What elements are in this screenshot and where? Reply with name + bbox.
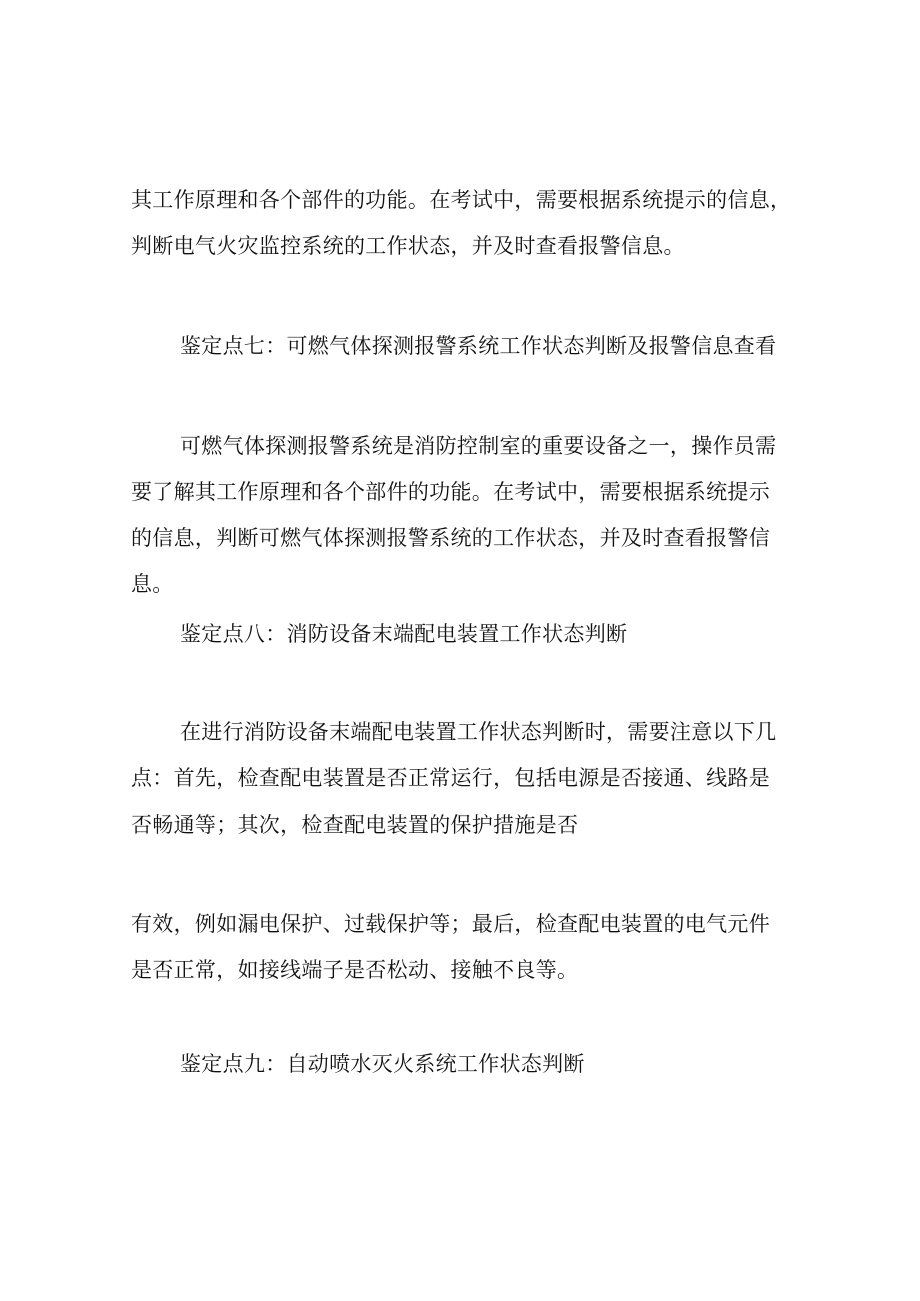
text-line-3: 可燃气体探测报警系统是消防控制室的重要设备之一，操作员需 xyxy=(180,434,777,458)
text-line-2: 判断电气火灾监控系统的工作状态，并及时查看报警信息。 xyxy=(131,234,685,258)
text-line-4: 要了解其工作原理和各个部件的功能。在考试中，需要根据系统提示 xyxy=(131,480,770,504)
text-line-11: 是否正常，如接线端子是否松动、接触不良等。 xyxy=(131,958,579,982)
section-heading-7: 鉴定点七：可燃气体探测报警系统工作状态判断及报警信息查看 xyxy=(180,334,777,358)
text-line-5: 的信息，判断可燃气体探测报警系统的工作状态，并及时查看报警信 xyxy=(131,526,770,550)
text-line-7: 在进行消防设备末端配电装置工作状态判断时，需要注意以下几 xyxy=(180,720,777,744)
section-heading-8: 鉴定点八：消防设备末端配电装置工作状态判断 xyxy=(180,622,628,646)
text-line-6: 息。 xyxy=(131,572,174,596)
text-line-9: 否畅通等；其次，检查配电装置的保护措施是否 xyxy=(131,813,579,837)
section-heading-9: 鉴定点九：自动喷水灭火系统工作状态判断 xyxy=(180,1052,585,1076)
text-line-1: 其工作原理和各个部件的功能。在考试中，需要根据系统提示的信息， xyxy=(131,188,792,212)
text-line-8: 点：首先，检查配电装置是否正常运行，包括电源是否接通、线路是 xyxy=(131,766,770,790)
text-line-10: 有效，例如漏电保护、过载保护等；最后，检查配电装置的电气元件 xyxy=(131,912,770,936)
